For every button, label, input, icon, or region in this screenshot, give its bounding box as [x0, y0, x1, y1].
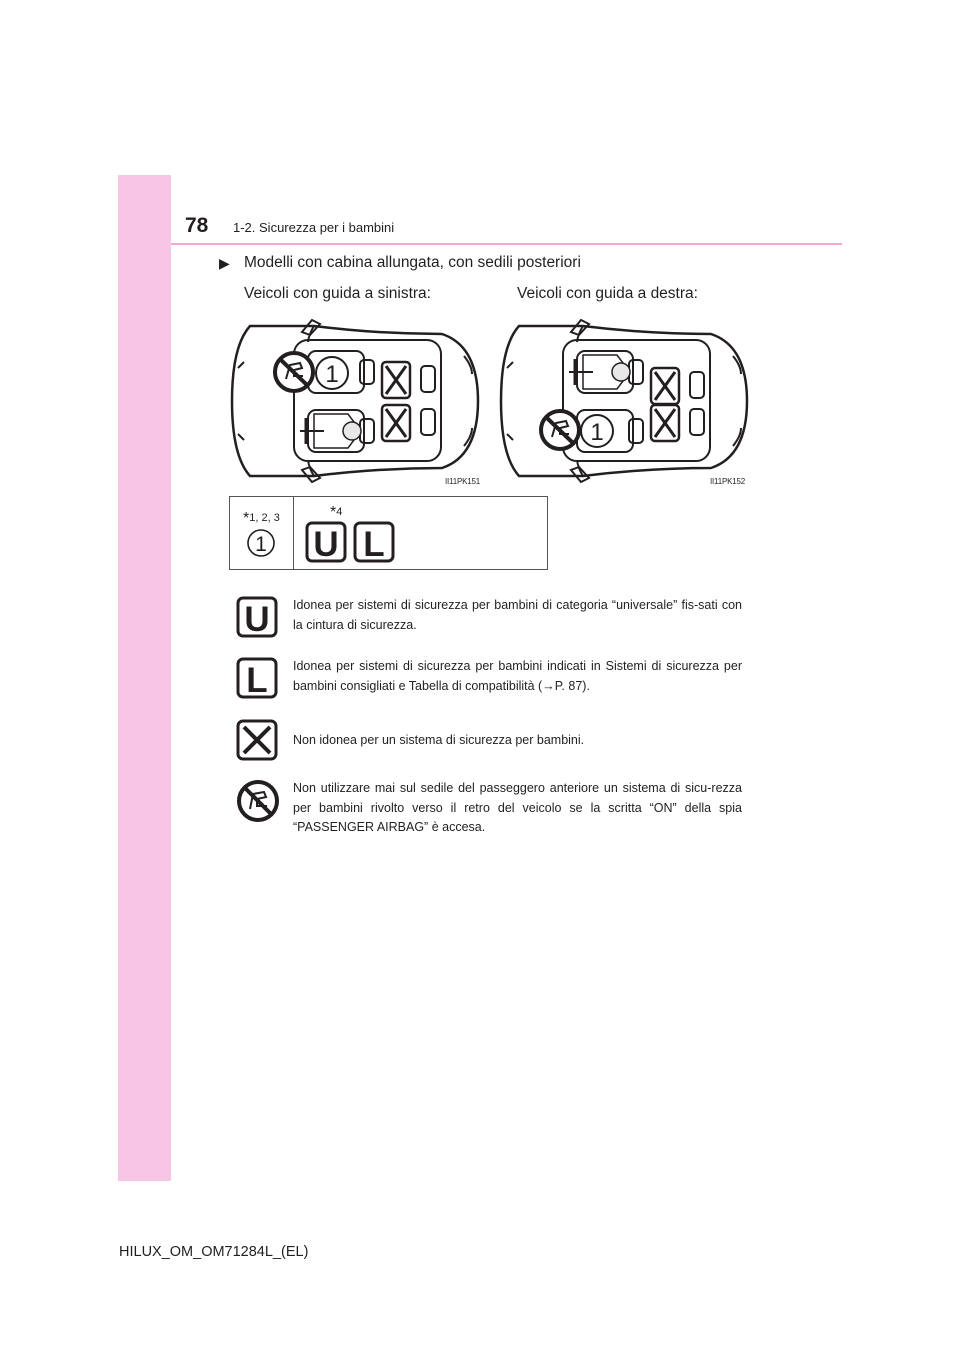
right-drive-label: Veicoli con guida a destra:: [517, 285, 698, 302]
image-code-left: II11PK151: [445, 477, 480, 486]
image-code-right: II11PK152: [710, 477, 745, 486]
page-number: 78: [185, 214, 209, 237]
x-not-suitable-icon: [236, 719, 278, 761]
left-drive-label: Veicoli con guida a sinistra:: [244, 285, 431, 302]
svg-text:1: 1: [255, 533, 267, 556]
no-airbag-rear-facing-icon: [275, 353, 313, 391]
u-category-icon: [236, 596, 278, 638]
rear-seat-x-bottom: [651, 405, 704, 441]
driver-seat: [300, 410, 374, 452]
right-drive-car-diagram: [497, 316, 751, 486]
front-passenger-seat: [577, 410, 643, 452]
svg-text:L: L: [363, 525, 385, 563]
l-category-icon: [353, 521, 395, 563]
table-divider: [293, 497, 294, 569]
rear-seat-x-top: [651, 368, 704, 404]
number-1-circle-icon: [246, 528, 276, 558]
l-category-icon: [236, 657, 278, 699]
document-code: HILUX_OM_OM71284L_(EL): [119, 1244, 309, 1260]
seat-number-text: 1: [590, 419, 604, 446]
rear-seat-x-top: [382, 362, 435, 398]
rear-seat-x-bottom: [382, 405, 435, 441]
legend-airbag-warning-text: Non utilizzare mai sul sedile del passeggero anteriore un sistema di sicu-rezza per bambini rivolto verso il retro del veicolo se la scritta “ON” della spia “PASSENGER AIRBAG” è accesa.: [293, 781, 742, 834]
model-heading: Modelli con cabina allungata, con sedili posteriori: [244, 254, 581, 271]
legend-table: [229, 496, 548, 570]
note-ref-4: *4: [330, 504, 343, 521]
left-drive-car-diagram: [228, 316, 482, 486]
svg-text:L: L: [246, 661, 268, 699]
section-title: 1-2. Sicurezza per i bambini: [233, 220, 395, 235]
bullet-arrow-icon: ▶: [219, 255, 230, 271]
header-rule: [171, 243, 842, 245]
driver-seat: [569, 351, 643, 393]
note-ref-1-2-3: *1, 2, 3: [243, 510, 280, 527]
u-category-icon: [305, 521, 347, 563]
legend-universal-text: Idonea per sistemi di sicurezza per bambini di categoria “universale” fis-sati con la cintura di sicurezza.: [293, 598, 742, 632]
no-airbag-rear-facing-icon: [541, 411, 579, 449]
legend-not-suitable-text: Non idonea per un sistema di sicurezza per bambini.: [293, 733, 585, 747]
page-sidebar-tab: [118, 175, 171, 1181]
legend-listed-text: Idonea per sistemi di sicurezza per bambini indicati in Sistemi di sicurezza per bambini consigliati e Tabella di compatibilità (→P. 87).: [293, 659, 742, 693]
svg-text:U: U: [244, 600, 270, 638]
seat-number-text: 1: [325, 361, 339, 388]
no-rear-facing-airbag-icon: [236, 779, 280, 823]
svg-text:U: U: [313, 525, 339, 563]
